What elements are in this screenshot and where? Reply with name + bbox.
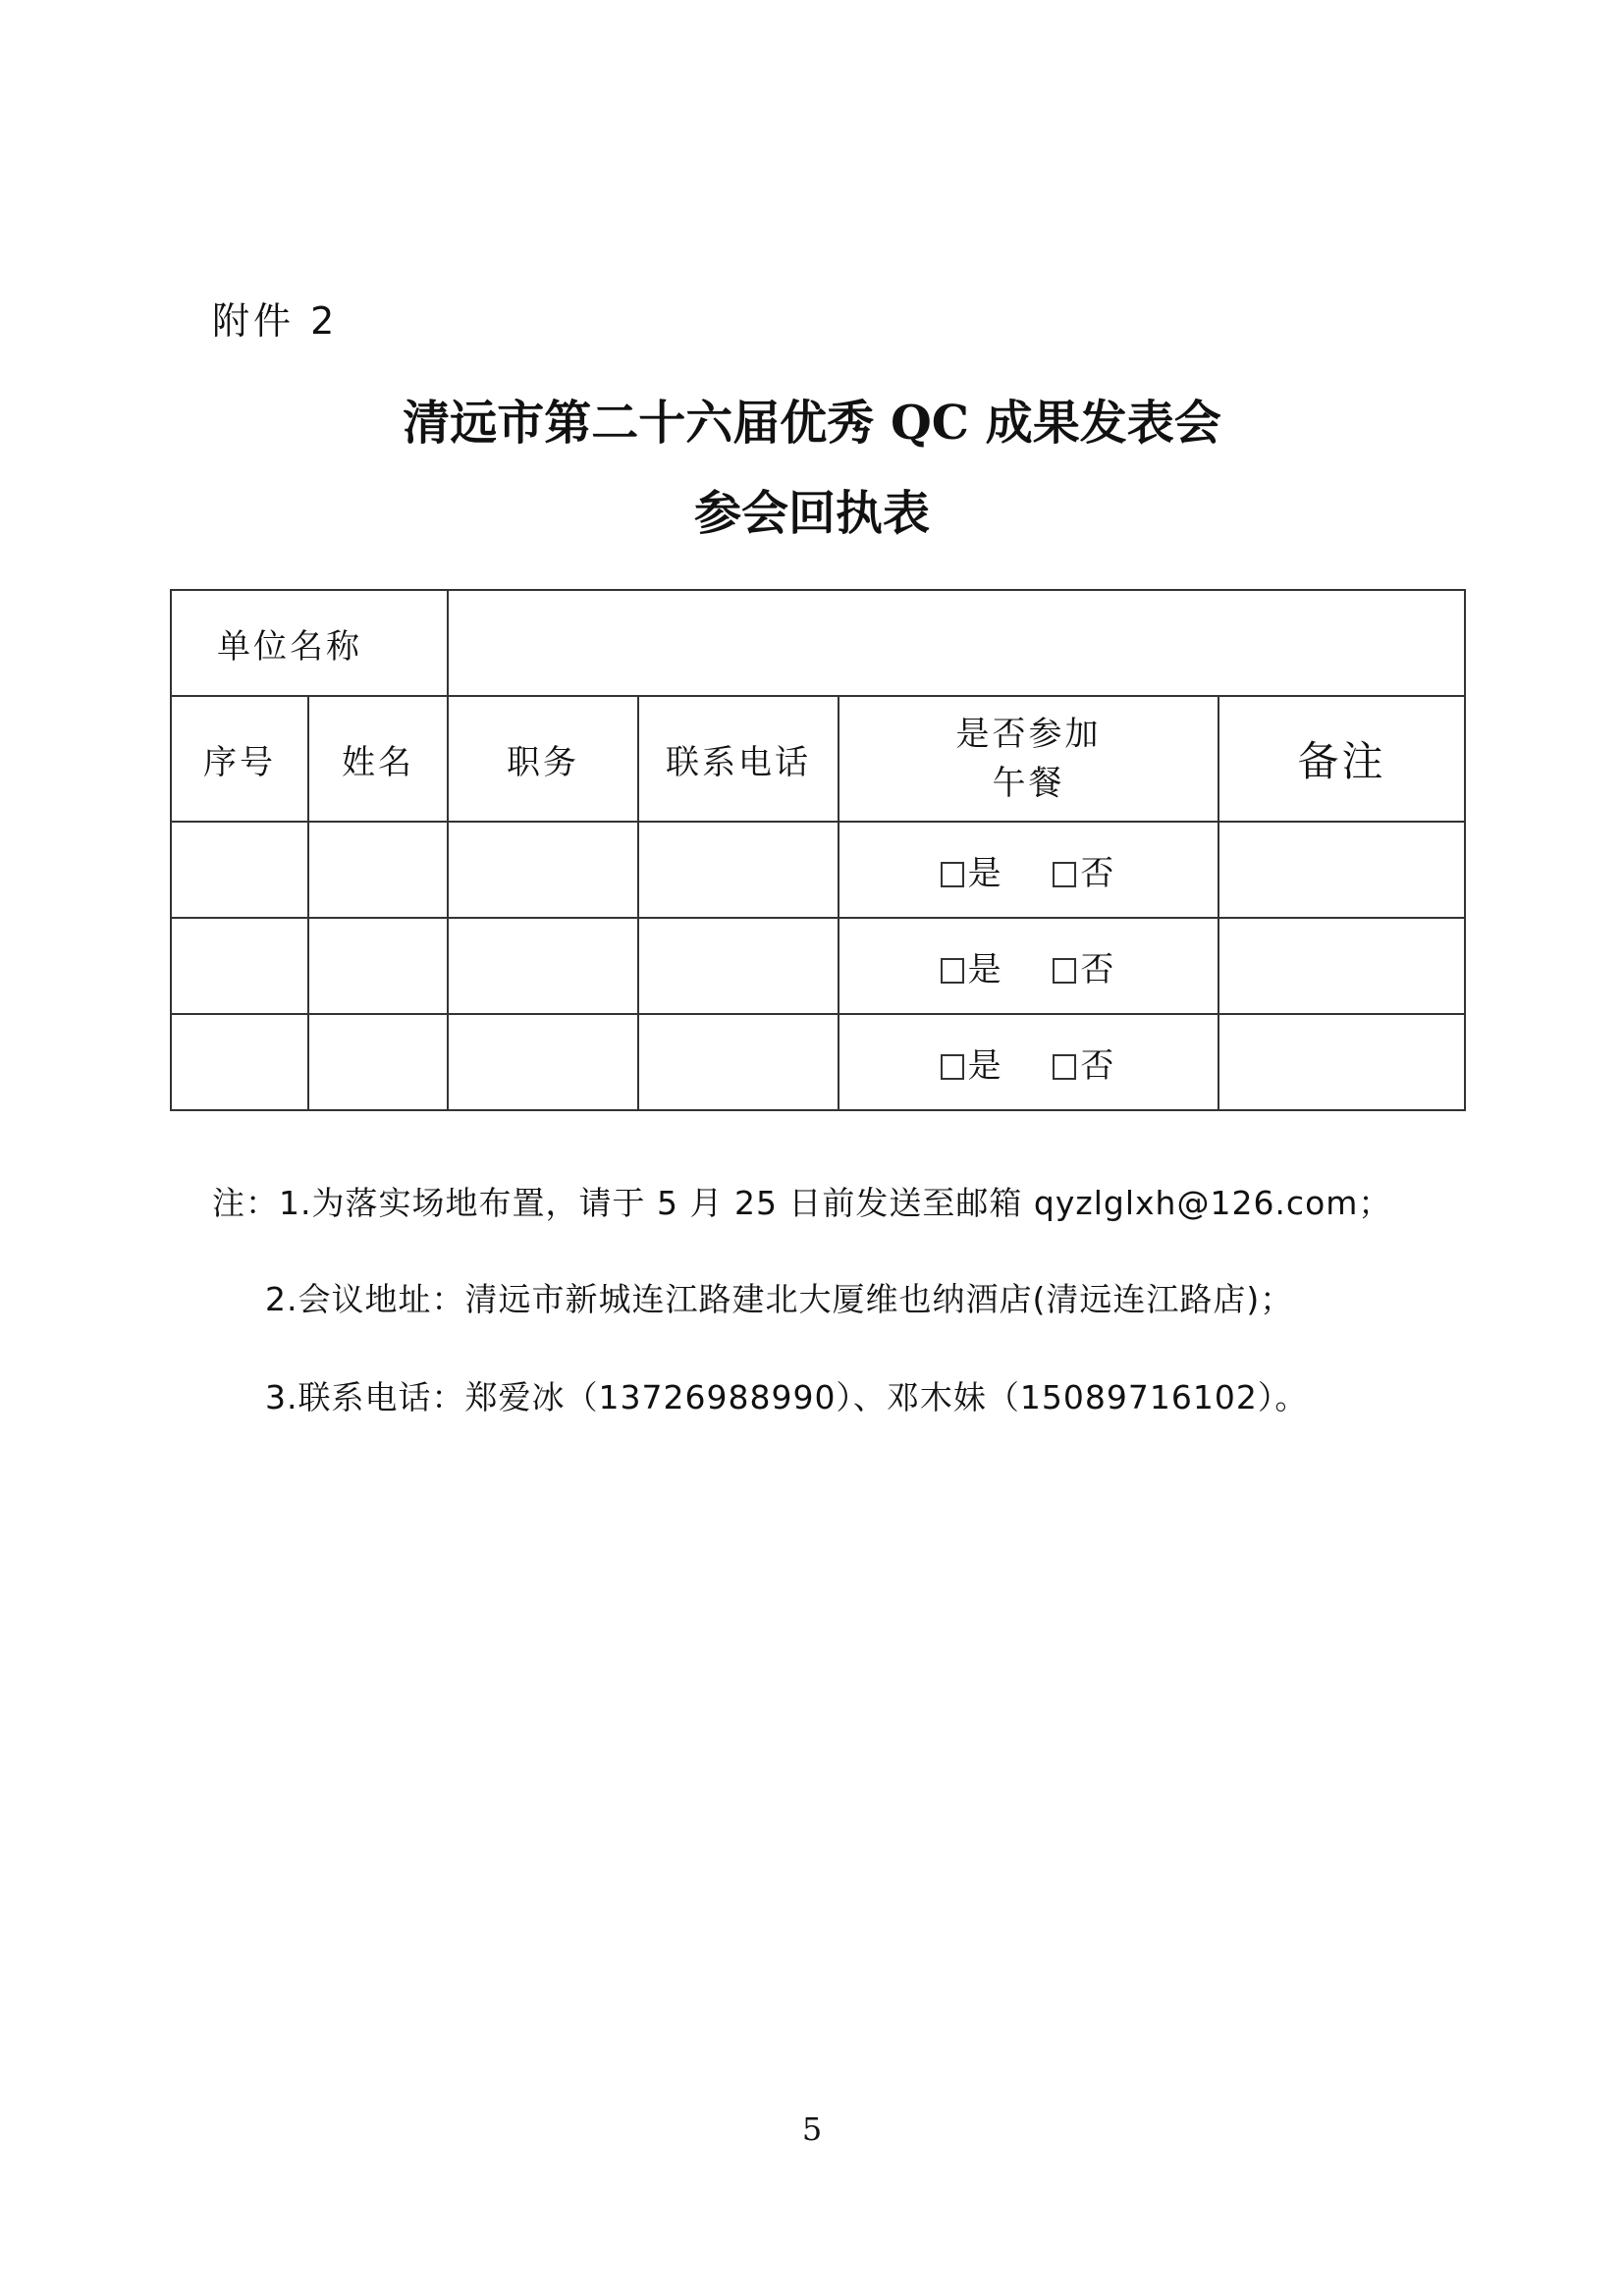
lunch-no-label: 否 <box>1080 853 1117 893</box>
phone-cell[interactable] <box>638 918 839 1014</box>
checkbox-icon[interactable] <box>941 958 964 984</box>
lunch-yes-label: 是 <box>967 1045 1004 1086</box>
attachment-label: 附件 2 <box>212 299 339 343</box>
document-title: 清远市第二十六届优秀 QC 成果发表会 <box>403 396 1221 451</box>
phone-cell[interactable] <box>638 1014 839 1110</box>
lunch-yes-label: 是 <box>967 949 1004 989</box>
lunch-no-option[interactable] <box>1053 942 1116 990</box>
unit-name-row <box>171 590 1465 696</box>
lunch-yes-option[interactable] <box>941 846 1004 894</box>
table-row <box>171 918 1465 1014</box>
name-cell[interactable] <box>308 918 448 1014</box>
lunch-no-label: 否 <box>1080 1045 1117 1086</box>
column-header-phone: 联系电话 <box>638 696 839 822</box>
lunch-yes-option[interactable] <box>941 1039 1004 1087</box>
lunch-choice-cell <box>839 822 1218 918</box>
column-header-seq: 序号 <box>171 696 308 822</box>
seq-cell[interactable] <box>171 918 308 1014</box>
lunch-no-label: 否 <box>1080 949 1117 989</box>
unit-name-label: 单位名称 <box>171 590 448 696</box>
checkbox-icon[interactable] <box>1053 1054 1076 1080</box>
lunch-yes-option[interactable] <box>941 942 1004 990</box>
column-header-name: 姓名 <box>308 696 448 822</box>
checkbox-icon[interactable] <box>1053 862 1076 887</box>
lunch-no-option[interactable] <box>1053 846 1116 894</box>
checkbox-icon[interactable] <box>1053 958 1076 984</box>
lunch-no-option[interactable] <box>1053 1039 1116 1087</box>
name-cell[interactable] <box>308 822 448 918</box>
column-header-position: 职务 <box>448 696 638 822</box>
position-cell[interactable] <box>448 1014 638 1110</box>
column-header-lunch <box>839 696 1218 822</box>
lunch-yes-label: 是 <box>967 853 1004 893</box>
lunch-choice-cell <box>839 918 1218 1014</box>
lunch-header-line2: 午餐 <box>992 764 1065 803</box>
position-cell[interactable] <box>448 822 638 918</box>
table-row <box>171 1014 1465 1110</box>
unit-name-field[interactable] <box>448 590 1465 696</box>
name-cell[interactable] <box>308 1014 448 1110</box>
remark-cell[interactable] <box>1218 918 1465 1014</box>
header-row <box>171 696 1465 822</box>
note-contacts: 3.联系电话：郑爱冰（13726988990）、邓木妹（15089716102）。 <box>265 1378 1309 1416</box>
remark-cell[interactable] <box>1218 1014 1465 1110</box>
seq-cell[interactable] <box>171 822 308 918</box>
lunch-header-line1: 是否参加 <box>955 715 1102 754</box>
remark-cell[interactable] <box>1218 822 1465 918</box>
column-header-remark: 备注 <box>1218 696 1465 822</box>
lunch-choice-cell <box>839 1014 1218 1110</box>
page-number: 5 <box>801 2110 823 2148</box>
checkbox-icon[interactable] <box>941 862 964 887</box>
seq-cell[interactable] <box>171 1014 308 1110</box>
registration-form-table <box>170 589 1466 1111</box>
table-row <box>171 822 1465 918</box>
phone-cell[interactable] <box>638 822 839 918</box>
note-deadline: 注：1.为落实场地布置，请于 5 月 25 日前发送至邮箱 qyzlglxh@126.com； <box>212 1184 1392 1222</box>
note-address: 2.会议地址：清远市新城连江路建北大厦维也纳酒店(清远连江路店)； <box>265 1280 1294 1318</box>
document-subtitle: 参会回执表 <box>693 486 930 541</box>
position-cell[interactable] <box>448 918 638 1014</box>
checkbox-icon[interactable] <box>941 1054 964 1080</box>
